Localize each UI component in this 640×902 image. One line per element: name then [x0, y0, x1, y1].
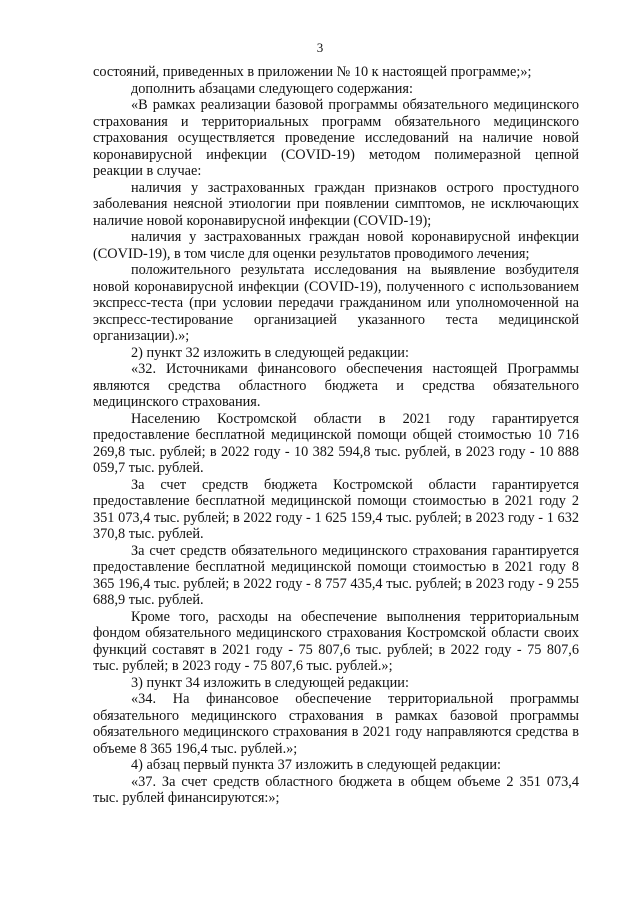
paragraph: положительного результата исследования на выявление возбудителя новой коронавирусной инфекции (COVID-19), полученного с использованием экспресс-теста (при условии передачи гражданином или уполномоченной на экспресс-тестирование организацией указанного теста медицинской организации).»; — [93, 262, 579, 344]
paragraph: 2) пункт 32 изложить в следующей редакции: — [131, 344, 409, 361]
paragraph: наличия у застрахованных граждан признаков острого простудного заболевания неясной этиологии при появлении симптомов, не исключающих наличие новой коронавирусной инфекции (COVID-19); — [93, 179, 579, 229]
paragraph: состояний, приведенных в приложении № 10 к настоящей программе;»; — [93, 64, 532, 80]
paragraph: За счет средств обязательного медицинского страхования гарантируется предоставление бесплатной медицинской помощи стоимостью в 2021 году 8 365 196,4 тыс. рублей; в 2022 году - 8 757 435,4 тыс. рублей; в 2023 году - 9 255 688,9 тыс. рублей. — [93, 542, 579, 608]
paragraph: дополнить абзацами следующего содержания: — [131, 80, 413, 97]
paragraph: 3) пункт 34 изложить в следующей редакции: — [131, 674, 409, 691]
paragraph: «32. Источниками финансового обеспечения настоящей Программы являются средства областного бюджета и средства обязательного медицинского страхования. — [93, 361, 579, 410]
document-body — [93, 64, 579, 807]
paragraph: Населению Костромской области в 2021 году гарантируется предоставление бесплатной медицинской помощи общей стоимостью 10 716 269,8 тыс. рублей; в 2022 году - 10 382 594,8 тыс. рублей, в 2023 году - 10 888 059,7 тыс. рублей. — [93, 410, 579, 476]
paragraph: «37. За счет средств областного бюджета в общем объеме 2 351 073,4 тыс. рублей финансируются:»; — [93, 773, 579, 806]
paragraph: «В рамках реализации базовой программы обязательного медицинского страхования и территориальных программ обязательного медицинского страхования осуществляется проведение исследований на наличие новой коронавирусной инфекции (COVID-19) методом полимеразной цепной реакции в случае: — [93, 97, 579, 179]
paragraph: Кроме того, расходы на обеспечение выполнения территориальным фондом обязательного медицинского страхования Костромской области своих функций составят в 2021 году - 75 807,6 тыс. рублей; в 2022 году - 75 807,6 тыс. рублей; в 2023 году - 75 807,6 тыс. рублей.»; — [93, 608, 579, 674]
page-number: 3 — [316, 40, 324, 55]
paragraph: 4) абзац первый пункта 37 изложить в следующей редакции: — [131, 757, 502, 773]
paragraph: наличия у застрахованных граждан новой коронавирусной инфекции (COVID-19), в том числе для оценки результатов проводимого лечения; — [93, 229, 579, 262]
paragraph: «34. На финансовое обеспечение территориальной программы обязательного медицинского страхования в рамках базовой программы обязательного медицинского страхования в 2021 году направляются средства в объеме 8 365 196,4 тыс. рублей.»; — [93, 691, 579, 757]
paragraph: За счет средств бюджета Костромской области гарантируется предоставление бесплатной медицинской помощи стоимостью в 2021 году 2 351 073,4 тыс. рублей; в 2022 году - 1 625 159,4 тыс. рублей; в 2023 году - 1 632 370,8 тыс. рублей. — [93, 476, 579, 542]
